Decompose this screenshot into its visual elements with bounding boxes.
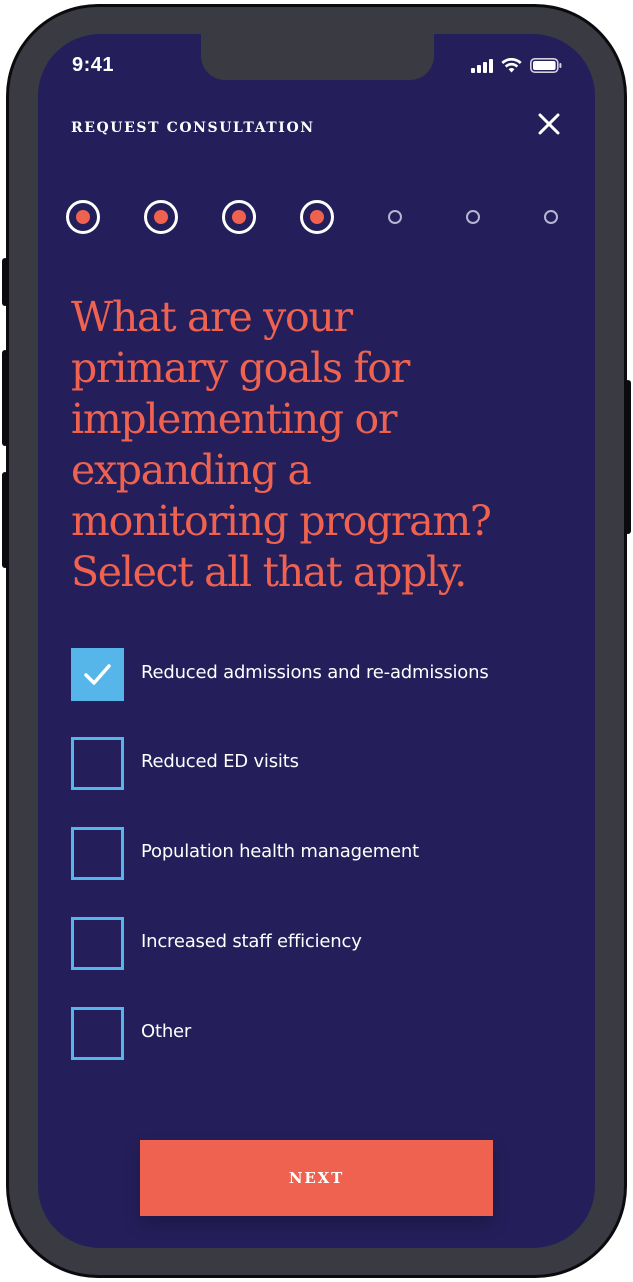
volume-down-button xyxy=(2,472,8,568)
checkbox[interactable] xyxy=(71,737,124,790)
option-other[interactable] xyxy=(71,1007,551,1060)
battery-icon xyxy=(530,58,562,78)
step-dot xyxy=(310,210,324,224)
question-line: monitoring program? xyxy=(71,497,491,545)
progress-step-pending xyxy=(378,200,412,234)
step-ring xyxy=(544,210,558,224)
option-label: Population health management xyxy=(141,841,419,862)
progress-step-pending xyxy=(456,200,490,234)
option-reduced-admissions[interactable] xyxy=(71,648,551,701)
progress-step-complete xyxy=(222,200,256,234)
option-staff-efficiency[interactable] xyxy=(71,917,551,970)
option-label: Increased staff efficiency xyxy=(141,931,362,952)
step-ring xyxy=(388,210,402,224)
option-label: Reduced ED visits xyxy=(141,751,299,772)
question-line: expanding a xyxy=(71,446,311,494)
question-heading xyxy=(71,292,571,598)
option-population-health[interactable] xyxy=(71,827,551,880)
step-dot xyxy=(76,210,90,224)
silent-switch xyxy=(2,258,8,306)
checkbox[interactable] xyxy=(71,648,124,701)
status-time: 9:41 xyxy=(72,54,115,76)
question-line: Select all that apply. xyxy=(71,548,466,596)
progress-indicator xyxy=(66,200,566,234)
step-ring xyxy=(466,210,480,224)
progress-step-complete xyxy=(66,200,100,234)
progress-step-complete xyxy=(300,200,334,234)
status-icons xyxy=(471,58,562,78)
question-line: primary goals for xyxy=(71,344,409,392)
signal-icon xyxy=(471,59,493,78)
next-button[interactable]: NEXT xyxy=(140,1140,493,1216)
option-label: Other xyxy=(141,1021,192,1042)
app-screen xyxy=(38,34,595,1248)
notch xyxy=(201,34,434,80)
question-line: What are your xyxy=(71,293,352,341)
wifi-icon xyxy=(501,58,522,78)
checkbox[interactable] xyxy=(71,1007,124,1060)
checkbox[interactable] xyxy=(71,827,124,880)
close-icon xyxy=(535,110,563,138)
step-dot xyxy=(154,210,168,224)
volume-up-button xyxy=(2,350,8,446)
progress-step-pending xyxy=(534,200,568,234)
step-dot xyxy=(232,210,246,224)
progress-step-complete xyxy=(144,200,178,234)
option-label: Reduced admissions and re-admissions xyxy=(141,662,489,683)
close-button[interactable] xyxy=(535,110,563,138)
header-title: REQUEST CONSULTATION xyxy=(71,120,315,136)
checkmark-icon xyxy=(74,651,121,698)
power-button xyxy=(625,380,631,534)
option-reduced-ed-visits[interactable] xyxy=(71,737,551,790)
checkbox[interactable] xyxy=(71,917,124,970)
question-line: implementing or xyxy=(71,395,397,443)
